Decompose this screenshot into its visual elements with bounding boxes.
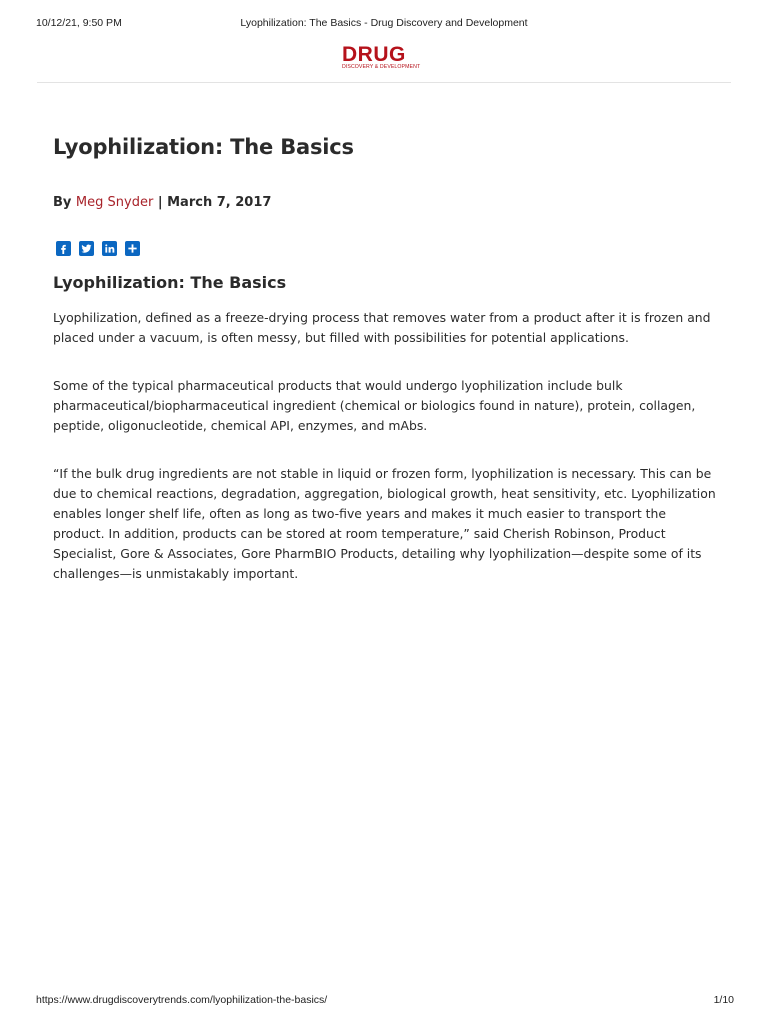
paragraph-3: “If the bulk drug ingredients are not stable in liquid or frozen form, lyophilization is necessary. This can be due to chemical reactions, degradation, aggregation, biological growth, heat sensitivity, etc. Lyophilization enables longer shelf life, often as long as two-five years and makes it much easier to transport the product. In addition, products can be stored at room temperature,” said Cherish Robinson, Product Specialist, Gore & Associates, Gore PharmBIO Products, detailing why lyophilization—despite some of its challenges—is unmistakably important. bbox=[53, 466, 716, 581]
facebook-icon[interactable] bbox=[56, 241, 71, 256]
byline-prefix: By bbox=[53, 195, 72, 210]
author-link[interactable]: Meg Snyder bbox=[75, 195, 154, 210]
logo-wordmark: DRUG bbox=[342, 43, 406, 66]
paragraph-2: Some of the typical pharmaceutical products that would undergo lyophilization include bulk pharmaceutical/biopharmaceutical ingredient (chemical or biologics found in nature), protein, collagen, peptide, oligonucleotide, chemical API, enzymes, and mAbs. bbox=[53, 378, 696, 433]
paragraph-1: Lyophilization, defined as a freeze-drying process that removes water from a product after it is frozen and placed under a vacuum, is often messy, but filled with possibilities for potential applications. bbox=[53, 310, 711, 345]
print-header bbox=[0, 17, 768, 31]
site-logo[interactable] bbox=[342, 43, 430, 70]
byline bbox=[53, 195, 271, 210]
print-datetime: 10/12/21, 9:50 PM bbox=[36, 17, 122, 29]
linkedin-icon[interactable] bbox=[102, 241, 117, 256]
byline-separator: | bbox=[157, 195, 163, 210]
twitter-icon[interactable] bbox=[79, 241, 94, 256]
article-title: Lyophilization: The Basics bbox=[53, 135, 354, 159]
print-document-title: Lyophilization: The Basics - Drug Discovery and Development bbox=[240, 17, 528, 29]
print-footer bbox=[0, 994, 768, 1008]
header-divider bbox=[37, 82, 731, 83]
share-bar bbox=[56, 241, 140, 257]
page-url: https://www.drugdiscoverytrends.com/lyophilization-the-basics/ bbox=[36, 994, 328, 1006]
logo-subtitle: DISCOVERY & DEVELOPMENT bbox=[342, 64, 421, 70]
section-heading: Lyophilization: The Basics bbox=[53, 273, 287, 292]
publish-date: March 7, 2017 bbox=[167, 195, 272, 210]
page-number: 1/10 bbox=[713, 994, 734, 1006]
add-share-icon[interactable] bbox=[125, 241, 140, 256]
